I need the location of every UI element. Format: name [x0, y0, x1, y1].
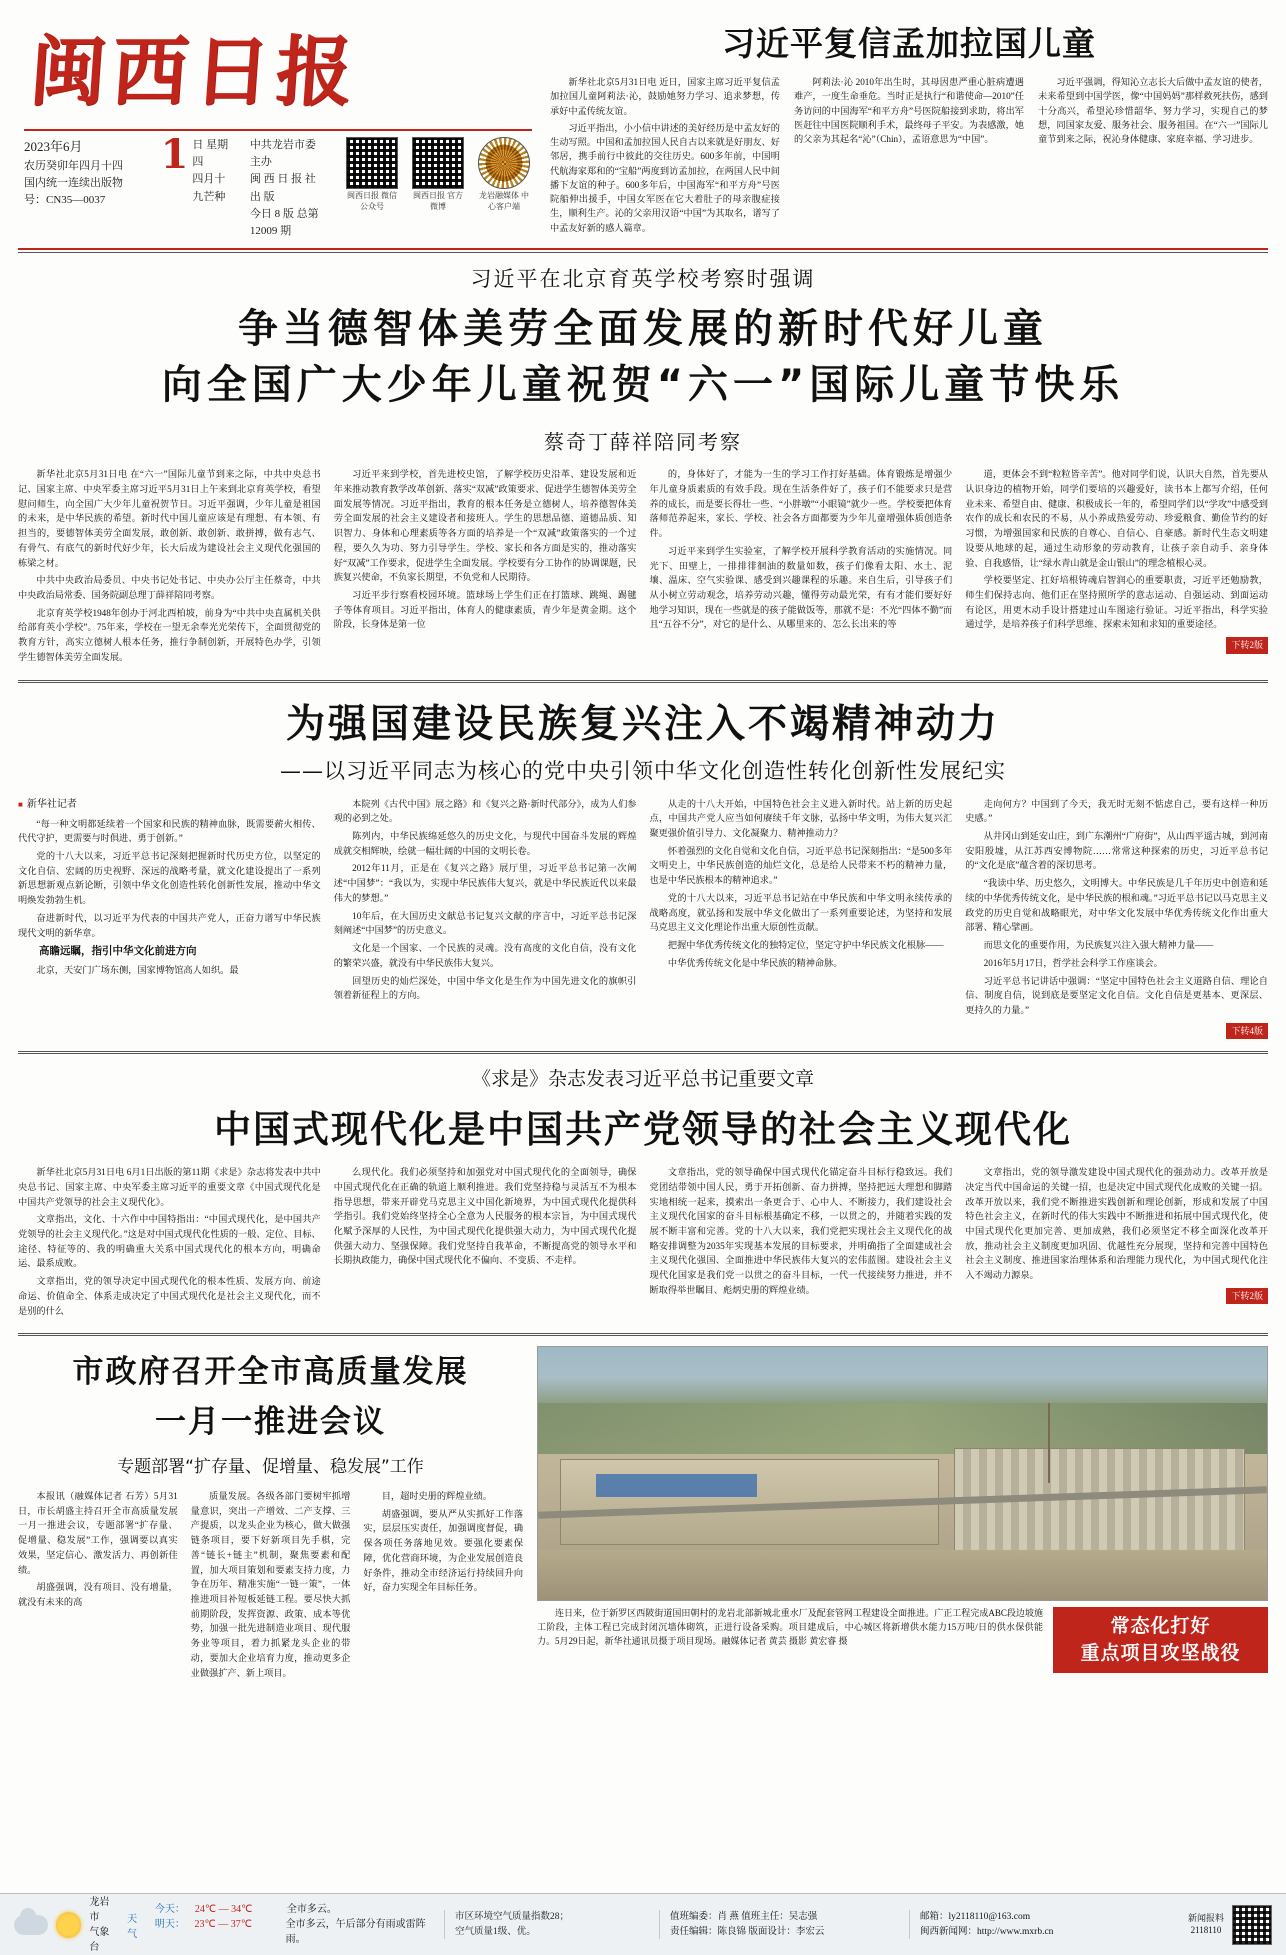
news-tip-qr[interactable]	[1188, 1905, 1272, 1945]
paragraph: 么现代化。我们必须坚持和加强党对中国式现代化的全面领导，确保中国式现代化在正确的轨道上顺利推进。我们党坚持稳与灵活互不为根本指导思想，带来开辟党马克思主义中国化新境界，为中国式现代化提供科学指引。我们党始终坚持全心全意为人民服务的根本宗旨，为中国式现代化赋予深厚的人民性，为中国式现代化提供强大动力，为中国式现代化提供强大动力、坚强保障。我们党坚持自我革命，不断提高党的领导水平和长期执政能力，确保中国式现代化不偏向、不变质、不走样。	[333, 1167, 637, 1266]
publisher-line-3: 今日 8 版 总第 12009 期	[249, 207, 319, 237]
wechat-qr[interactable]	[344, 137, 400, 239]
editor-line-2: 责任编辑：陈良锦 版面设计：李宏云	[670, 1926, 825, 1937]
crane-icon	[1048, 1403, 1050, 1483]
second-subhead: 高瞻远瞩，指引中华文化前进方向	[39, 945, 197, 958]
photo-caption: 连日来，位于新罗区西陂街道国田朝村的龙岩北部新城北重水厂及配套管网工程建设全面推进。广正工程完成ABC段边坡施工阶段，主体工程已完成封闭沉墙体砌筑，正进行设备采购。项目建成后，中心城区将新增供水能力15万吨/日的供水保供能力。5月29日起，新华社通讯员摄于项目现场。融媒体记者 黄芸 摄影 黄宏睿 摄	[537, 1608, 1043, 1647]
weather-city: 龙岩市	[89, 1896, 110, 1923]
photo-layer-site-right	[954, 1448, 1246, 1564]
photo-layer-pond	[596, 1474, 756, 1497]
lead-col-1	[18, 467, 321, 667]
photo-caption-row	[537, 1607, 1268, 1673]
masthead-left	[18, 10, 538, 240]
weather-bureau: 气象台	[89, 1926, 110, 1953]
second-col-3	[650, 797, 953, 1039]
air-quality-index: 市区环境空气质量指数28；	[455, 1912, 570, 1923]
paragraph: 文化是一个国家、一个民族的灵魂。没有高度的文化自信，没有文化的繁荣兴盛，就没有中华民族伟大复兴。	[333, 943, 637, 968]
issue-code: 国内统一连续出版物号：CN35—0037	[24, 176, 123, 206]
today-label: 今天：	[154, 1904, 185, 1915]
editor-credits	[659, 1910, 909, 1939]
cloud-icon	[14, 1915, 48, 1935]
weather-table	[155, 1902, 444, 1947]
paragraph: 2016年5月17日，哲学社会科学工作座谈会。	[983, 957, 1163, 968]
tomorrow-temp: 23℃ — 37℃	[194, 1919, 252, 1930]
weather-label: 天气	[127, 1913, 138, 1940]
local-story	[18, 1346, 523, 1683]
today-desc: 全市多云。	[286, 1904, 337, 1915]
third-col-1	[18, 1165, 321, 1321]
paragraph: 质量发展。各级各部门要树牢抓增量意识，突出一产增效、二产支撑、三产提质，以龙头企业为核心，做大做强链条项目，要下好新项目先手棋，完善“链长+链主”机制，聚焦要素和配置，加大项目策划和要素支持力度，力争在历年、精准实施“一链一策”，一体推进项目补短板延链工程。要尽快大抓前期阶段，发挥资源、政策、成本等优势，加强一批先进制造业项目、现代服务业等项目，着力抓紧龙头企业的带动，要加大企业培育力度，推动更多企业做强扩产、新上项目。	[190, 1490, 351, 1678]
campaign-line-1: 常态化打好	[1110, 1614, 1211, 1637]
lead-story	[18, 263, 1268, 668]
campaign-banner	[1053, 1607, 1268, 1673]
paragraph: 本报讯（融媒体记者 石芳）5月31日，市长胡盛主持召开全市高质量发展一月一推进会议，专题部署“扩存量、促增量、稳发展”工作，强调要以真实效果，坚定信心、激发活力、再创新佳绩。	[18, 1490, 178, 1575]
qr-code-icon	[478, 137, 530, 189]
paragraph: 本院列《古代中国》展之路》和《复兴之路·新时代部分》，成为人们参观的必到之处。	[333, 798, 637, 824]
paragraph: 胡盛强调，要从严从实抓好工作落实，层层压实责任，加强调度督促，确保各项任务落地见效。要强化要素保障，优化营商环境，为企业发展创造良好条件，推动全市经济运行持续回升向好，奋力实现全年目标任务。	[363, 1508, 524, 1593]
paragraph: 回望历史的灿烂深处，中国中华文化是生作为中国先进文化的旗帜引领着新征程上的方向。	[333, 975, 637, 1001]
tomorrow-desc: 全市多云，午后部分有雨或雷阵雨。	[285, 1919, 426, 1945]
lead-headline-line-1: 争当德智体美劳全面发展的新时代好儿童	[238, 305, 1048, 352]
paragraph: 文章指出，党的领导确保中国式现代化锚定奋斗目标行稳致远。我们党团结带领中国人民，勇于开拓创新、奋力拼搏，坚持把远大理想和脚踏实地相统一起来，摸索出一条更合于、心中人、不断接力，我们建设社会主义现代化国家的奋斗目标根基确定不移，一以贯之的，并随着实践的发展不断丰富和完善。党的十八大以来，我们党把实现社会主义现代化的战略安排调整为2035年实现基本发展的目标要求，并明确指了全面建成社会主义现代化强国、全面推进中华民族伟大复兴的宏伟蓝图。建设社会主义现代化国家是我们党一以贯之的奋斗目标，一代一代接续努力推进，并不断取得举世瞩目、彪炳史册的辉煌业绩。	[649, 1167, 953, 1295]
lead-headline-line-2: 向全国广大少年儿童祝贺“六一”国际儿童节快乐	[161, 362, 1125, 409]
paragraph: 中共中央政治局委员、中央书记处书记、中央办公厅主任蔡奇，中共中央政治局常委、国务院副总理丁薛祥陪同考察。	[18, 575, 321, 601]
lead-jump-badge[interactable]: 下转2版	[1226, 637, 1268, 653]
qr-code-icon	[412, 137, 464, 189]
air-quality-level: 空气质量1级、优。	[455, 1926, 536, 1937]
second-story	[18, 693, 1268, 1039]
paragraph: 习近平总书记讲话中强调：“坚定中国特色社会主义道路自信、理论自信、制度自信，说到底是要坚定文化自信。文化自信是更基本、更深层、更持久的力量。”	[965, 975, 1268, 1015]
weekday: 日 星期四	[192, 139, 229, 169]
section-divider-2	[18, 1051, 1268, 1054]
day-number: 1	[160, 131, 189, 179]
top-story-headline: 习近平复信孟加拉国儿童	[722, 24, 1096, 63]
paragraph: 走向何方？中国到了今天，我无时无刻不惦虑自己，要有这样一种历史感。”	[965, 798, 1268, 824]
contact-email[interactable]: 邮箱：ly2118110@163.com	[920, 1912, 1031, 1923]
paragraph: 2012年11月，正是在《复兴之路》展厅里，习近平总书记第一次阐述“中国梦”：“我以为，实现中华民族伟大复兴，就是中华民族近代以来最伟大的梦想。”	[333, 863, 637, 903]
paragraph: 而思文化的重要作用，为民族复兴注入强大精神力量——	[983, 940, 1214, 951]
paragraph: 的，身体好了，才能为一生的学习工作打好基础。体育锻炼是增强少年儿童身质素质的有效手段。现在生活条件好了，孩子们不能要求只是营养的成长，而是要长得壮一些、“小胖墩”“小眼镜”就少一些。学校要把体育落师范养起来，家长、学校、社会各方面都要为少年儿童增强体质创造条件。	[649, 469, 953, 539]
publisher-line-1: 中共龙岩市委主办	[249, 139, 316, 169]
lead-body	[18, 467, 1268, 667]
wechat-qr-label: 闽西日报 微信公众号	[346, 191, 397, 211]
sun-icon	[56, 1912, 82, 1938]
third-body	[18, 1165, 1268, 1321]
paragraph: 怀着强烈的文化自觉和文化自信，习近平总书记深刻指出：“是500多年文明史上，中华民族创造的灿烂文化，总是给人民带来不朽的精神力量，也是中华民族根本的精神追求。”	[649, 845, 953, 886]
second-col-1	[18, 797, 321, 1039]
section-divider-1	[18, 680, 1268, 683]
weather-widget	[14, 1895, 444, 1955]
masthead-publisher-block	[250, 137, 324, 239]
news-tip-title: 新闻报料	[1187, 1912, 1224, 1923]
contact-info	[909, 1910, 1188, 1939]
paragraph: 中华优秀传统文化是中华民族的精神命脉。	[667, 957, 843, 968]
local-body	[18, 1489, 523, 1683]
lead-col-3	[650, 467, 953, 667]
air-quality-widget	[444, 1910, 659, 1939]
publisher-line-2: 闽 西 日 报 社 出 版	[249, 173, 316, 203]
lunar-date-2: 四月十九芒种	[192, 173, 226, 203]
newspaper-logo: 闽西日报	[26, 27, 362, 116]
lead-kicker: 习近平在北京育英学校考察时强调	[470, 266, 816, 291]
paragraph: 习近平来到学校，首先进校史馆，了解学校历史沿革、建设发展和近年来推动教育教学改革创新、落实“双减”政策要求、促进学生德智体美劳全面发展等情况。习近平指出，教育的根本任务是立德树人，培养德智体美劳全面发展的社会主义建设者和接班人。学生的思想品德、道德品质、知识智力、身体和心理素质等各方面的培养是一个“双减”政策落实的一个过程，要久久为功、努力引导学生。学校、家长和各方面是实的，推动落实好“双减”工作要求，促进学生全面发展。学校要有分工协作的协调课题，民族复兴使命，不负家长期望，不负党和人民期待。	[333, 469, 637, 583]
paragraph: 道，更体会不到“粒粒皆辛苦”。他对同学们说，认识大自然，首先要从认识身边的植物开始，同学们要培的兴趣爱好，读书本上都写介绍，任何业未来、希望自由、健康、积极成长一年的，希望同学们以“学攻”中感受到农作的成长和农民的不易，从小养成热爱劳动、珍爱粮食、勤俭节约的好习惯，为增强国家和民族的自尊心、自信心、自豪感。新时代生态文明建设要从地球的起，通过生动形象的劳动教育，让孩子亲自动手、亲身体验、自我感悟，让“绿水青山就是金山银山”的理念植根心灵。	[965, 469, 1268, 568]
second-byline: ■ 新华社记者	[18, 797, 321, 813]
app-qr-label: 龙岩融媒体 中心客户端	[478, 191, 529, 211]
second-subline: ——以习近平同志为核心的党中央引领中华文化创造性转化创新性发展纪实	[280, 758, 1006, 783]
paragraph: 北京，天安门广场东侧，国家博物馆高人如织。最	[36, 965, 239, 976]
paragraph: “每一种文明都延续着一个国家和民族的精神血脉，既需要薪火相传、代代守护，更需要与时俱进、勇于创新。”	[18, 818, 321, 844]
paragraph: 阿莉法·沁 2010年出生时，其母因患严重心脏病遭遇难产，一度生命垂危。当时正是执行“和谐使命—2010”任务访问的中国海军“和平方舟”号医院船接到求助，将出军医赶往中国医院顺利手术，最终母子平安。为表感激，她的父亲为其起名“沁”（Chin），孟语意思为“中国”。	[794, 77, 1024, 144]
qr-code-icon	[346, 137, 398, 189]
local-headline-line-2: 一月一推进会议	[155, 1404, 386, 1441]
editor-line-1: 值班编委：肖 燕 值班主任：吴志强	[670, 1912, 818, 1923]
news-tip-labels	[1188, 1913, 1224, 1936]
masthead-right	[538, 10, 1268, 238]
local-col-3	[363, 1489, 523, 1683]
top-story-body	[550, 75, 1268, 238]
lead-subkicker: 蔡奇丁薛祥陪同考察	[544, 430, 742, 455]
masthead	[18, 10, 1268, 240]
top-story-col-1	[550, 75, 780, 238]
page-footer	[0, 1893, 1286, 1955]
bottom-section	[18, 1346, 1268, 1683]
paragraph: 从走的十八大开始，中国特色社会主义进入新时代。站上新的历史起点，中国共产党人应当如何赓续千年文脉，弘扬中华文明，为伟大复兴汇聚更强价值引导力、文化凝聚力、精神推动力？	[649, 798, 953, 839]
lunar-date-1: 农历癸卯年四月十四	[24, 159, 123, 172]
masthead-info	[18, 131, 538, 239]
paragraph: 奋进新时代，以习近平为代表的中国共产党人，正奋力谱写中华民族现代文明的新华章。	[18, 912, 321, 938]
paragraph: 习近平强调，得知沁立志长大后做中孟友谊的使者，未来希望到中国学医，像“中国妈妈”那样救死扶伤，感到十分高兴，希望沁珍惜韶华、努力学习，实现自己的梦想，同国家友爱、服务社会、服务祖国。在“六一”国际儿童节到来之际，祝沁身体健康、家庭幸福、学习进步。	[1038, 77, 1268, 144]
top-story-col-2	[794, 75, 1024, 238]
qr-code-group	[344, 137, 532, 239]
lead-col-4	[965, 467, 1268, 667]
contact-website[interactable]: 闽西新闻网：http://www.mxrb.cn	[920, 1926, 1054, 1937]
paragraph: 10年后，在大国历史文献总书记复兴文献的序言中，习近平总书记深刻阐述“中国梦”的历史意义。	[333, 910, 637, 936]
masthead-weekday-block	[192, 137, 235, 239]
construction-photo	[537, 1346, 1268, 1601]
third-jump-badge[interactable]: 下转2版	[1226, 1288, 1268, 1304]
masthead-divider-thin	[18, 252, 1268, 253]
third-col-2	[334, 1165, 637, 1321]
paragraph: “我读中华、历史悠久，文明博大。中华民族是几千年历史中创造和延续的中华优秀传统文化，是中华民族的根和魂。”习近平总书记以马克思主义政党的历史自觉和战略眼光，对中华文化发展中华优秀传统文化作出重大部署、精心擘画。	[965, 878, 1268, 933]
weibo-qr-label: 闽西日报 官方微博	[412, 191, 463, 211]
third-col-4	[965, 1165, 1268, 1321]
tomorrow-label: 明天：	[154, 1919, 185, 1930]
paragraph: 习近平来到学生实验室，了解学校开展科学教育活动的实施情况。同光下、田壁上，一排排徘徊油的数量如数，孩子们像看太阳、水土、泥壤、温床、空气实验课、感受到兴趣课程的乐趣。来自生后，引导孩子们从小树立劳动观念，培养劳动兴趣，懂得劳动最光荣，有有才能们要好好地学习知识，现在一些就是的孩子能做饭等，那就不是：不光“四体不勤”而且“五谷不分”，对它的是什么、从哪里来的、怎么长出来的等	[649, 545, 953, 630]
paragraph: 新华社北京5月31日电 在“六一”国际儿童节到来之际，中共中央总书记、国家主席、中央军委主席习近平5月31日上午来到北京育英学校，看望慰问师生，向全国广大少年儿童祝贺节日。习近平强调，少年儿童是祖国的未来，是中华民族的希望。新时代中国儿童应该是有理想、有本领、有担当的，要德智体美劳全面发展，敢创新、敢创新、敢拼搏，做有志气、有骨气、有底气的新时代好少年，长大后成为建设社会主义现代化强国的栋梁之材。	[18, 469, 321, 568]
paragraph: 党的十八大以来，习近平总书记站在中华民族和中华文明永续传承的战略高度，就弘扬和发展中华文化做出了一系列重要论述，为坚持和发展马克思主义文化理论作出重大原创性贡献。	[649, 892, 953, 933]
second-headline: 为强国建设民族复兴注入不竭精神动力	[285, 701, 1000, 747]
paragraph: 目，超时史册的辉煌业绩。	[381, 1490, 492, 1501]
third-col-3	[650, 1165, 953, 1321]
second-jump-badge[interactable]: 下转4版	[1226, 1023, 1268, 1039]
photo-block	[537, 1346, 1268, 1683]
photo-layer-foreground	[538, 1550, 1267, 1601]
paragraph: 新华社北京5月31日电 近日，国家主席习近平复信孟加拉国儿童阿莉法·沁，鼓励她努力学习、追求梦想，传承好中孟传统友谊。	[550, 77, 780, 116]
lead-col-2	[334, 467, 637, 667]
qr-code-icon	[1232, 1905, 1272, 1945]
paragraph: 胡盛强调，没有项目、没有增量，就没有未来的高	[18, 1582, 178, 1607]
today-temp: 24℃ — 34℃	[194, 1904, 253, 1915]
paragraph: 北京育英学校1948年创办于河北西柏坡，前身为“中共中央直属机关供给部育英小学校”。75年来，学校在一望无余奉光光荣传下，全面贯彻党的教育方针，高实立德树人根本任务，推行争制创新，开展特色办学，引领学生德智体美劳全面发展。	[18, 607, 321, 662]
local-headline-line-1: 市政府召开全市高质量发展	[72, 1354, 469, 1391]
paragraph: 文章指出，党的领导决定中国式现代化的根本性质、发展方向、前途命运、价值命全、体系走成决定了中国式现代化是社会主义现代化，而不是别的什么	[18, 1276, 321, 1316]
paragraph: 陈列内，中华民族绵延悠久的历史文化，与现代中国奋斗发展的辉煌成就交相辉映，绘就一幅壮阔的中国的文明长卷。	[333, 831, 637, 856]
masthead-divider-red	[18, 248, 1268, 250]
section-divider-3	[18, 1333, 1268, 1336]
paragraph: 文章指出，文化、十六作中中国特指出：“中国式现代化，是中国共产党领导的社会主义现代化。”这是对中国式现代化性质的一般、定位、目标、途径、特征等的、我的明确重大关系中国式现代化的根本方向，明确命运、最系成败。	[18, 1214, 321, 1269]
app-qr[interactable]	[476, 137, 532, 239]
news-tip-phone: 2118110	[1190, 1924, 1222, 1935]
third-story	[18, 1064, 1268, 1321]
second-col-4	[965, 797, 1268, 1039]
weather-station	[89, 1895, 119, 1955]
third-headline: 中国式现代化是中国共产党领导的社会主义现代化	[214, 1108, 1072, 1152]
paragraph: 党的十八大以来，习近平总书记深刻把握新时代历史方位，以坚定的文化自信、宏阔的历史视野、深远的战略考量，就文化建设提出了一系列新思想新观点新论断，引领中华文化创造性转化创新性发展，推动中华文明焕发勃勃生机。	[18, 851, 321, 906]
weather-row-today	[155, 1902, 444, 1917]
paragraph: 学校要坚定、扛好培根铸魂启智润心的重要职责，习近平还勉励教，师生们保持志向、他们正在坚持照所学的意志运动、自强运动、到面运动有论区，用更木动手设计搭建过山车图途行验证。习近平指出，科学实验通过学，是培养孩子们科学思维、探索未知和求知的重要途径。	[965, 575, 1268, 630]
paragraph: 习近平指出，小小信中讲述的美好经历是中孟友好的生动写照。中国和孟加拉国人民自古以来就是好朋友、好邻居，携手前行中彼此的交往历史。600多年前，中国明代航海家郑和的“宝船”两度到访孟加拉，在两国人民中间播下友谊的种子。600多年后，中国海军“和平方舟”号医院船伸出援手，中国女军医在它大着肚子的母亲腹症接生，顺利生产。沁的父亲用汉语“中国”为其取名，谱写了中孟友好新的感人篇章。	[550, 122, 780, 233]
masthead-rule	[24, 129, 532, 131]
second-body	[18, 797, 1268, 1039]
paragraph: 从井冈山到延安山庄，到广东潮州“广府街”，从山西平遥古城，到河南安阳殷墟，从江苏西安博物院……常常这种探索的历史，习近平总书记的“文化是底”蕴含着的深切思考。	[965, 831, 1268, 871]
campaign-line-2: 重点项目攻坚战役	[1080, 1642, 1241, 1665]
second-col-2	[334, 797, 637, 1039]
paragraph: 文章指出，党的领导激发建设中国式现代化的强劲动力。改革开放是决定当代中国命运的关键一招，也是决定中国式现代化成败的关键一招。改革开放以来，我们党不断推进实践创新和理论创新，形成和发展了中国特色社会主义，在新时代的伟大实践中不断推进和拓展中国式现代化，使中国式现代化更加完善、更加成熟，我们必须坚定不移全面深化改革开放，推动社会主义制度更加巩固、优越性充分展现，坚持和完善中国特色社会主义制度、推进国家治理体系和治理能力现代化，为中国式现代化注入不竭动力源泉。	[965, 1167, 1268, 1281]
weibo-qr[interactable]	[410, 137, 466, 239]
local-col-1	[18, 1489, 178, 1683]
paragraph: 把握中华优秀传统文化的独特定位，坚定守护中华民族文化根脉——	[667, 940, 944, 951]
masthead-date-block	[24, 137, 143, 239]
paragraph: 新华社北京5月31日电 6月1日出版的第11期《求是》杂志将发表中共中央总书记、国家主席、中央军委主席习近平的重要文章《中国式现代化是中国共产党领导的社会主义现代化》。	[18, 1167, 321, 1207]
top-story-col-3	[1038, 75, 1268, 238]
publish-date: 2023年6月	[24, 139, 83, 155]
paragraph: 习近平步行察看校园环境。篮球场上学生们正在打篮球、跳绳、踢毽子等体育项目。习近平指出，体育人的健康素质，青少年是黄金期。这个阶段，长身体是第一位	[333, 590, 637, 630]
third-kicker: 《求是》杂志发表习近平总书记重要文章	[471, 1068, 814, 1091]
local-col-2	[191, 1489, 351, 1683]
weather-row-tomorrow	[155, 1917, 444, 1947]
photo-layer-vegetation	[538, 1403, 1267, 1454]
local-subline: 专题部署“扩存量、促增量、稳发展”工作	[117, 1456, 424, 1477]
